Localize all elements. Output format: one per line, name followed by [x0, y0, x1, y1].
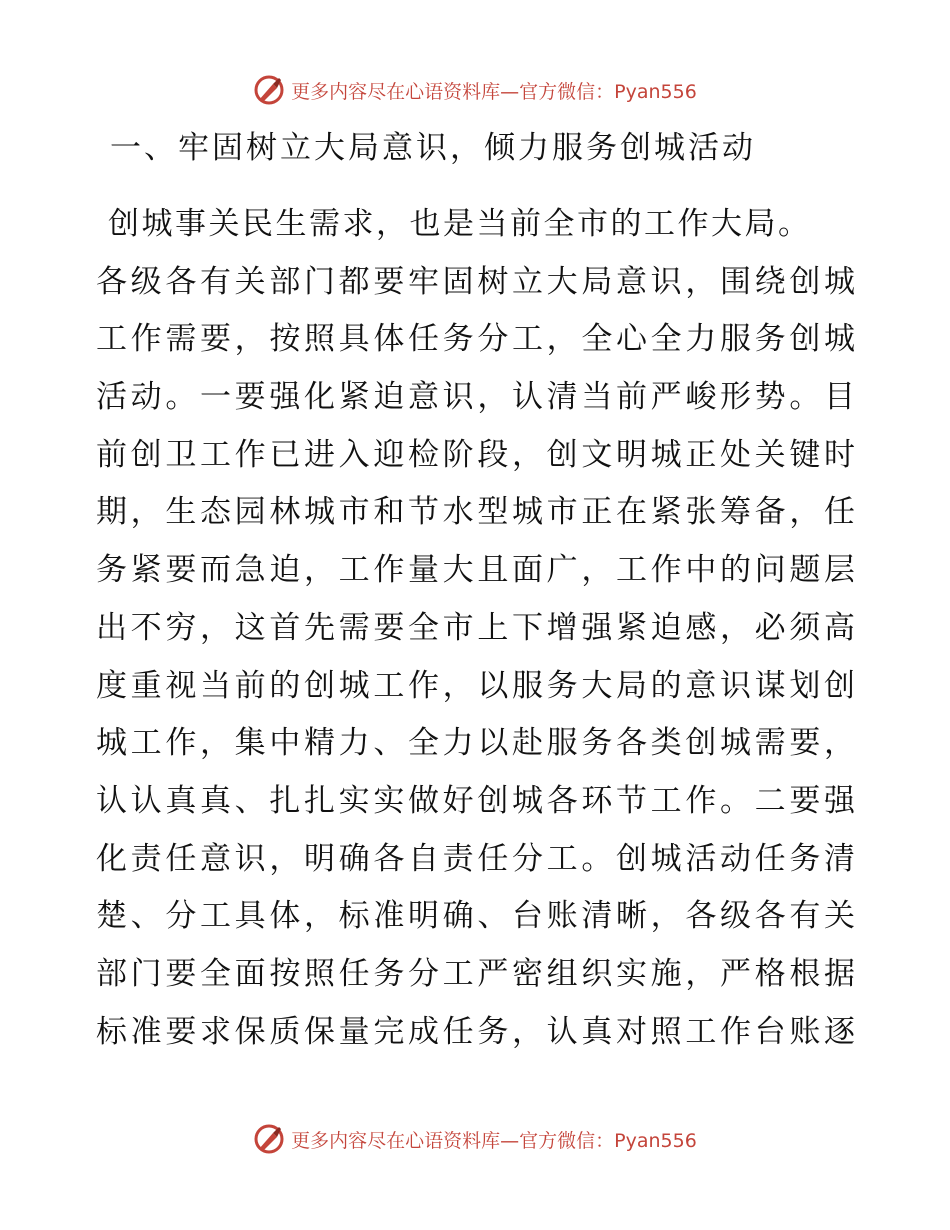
watermark-id: Pyan556	[614, 80, 697, 103]
paragraph-line: 创城事关民生需求，也是当前全市的工作大局。	[108, 206, 812, 242]
body-paragraph	[96, 196, 856, 1061]
watermark-text: 更多内容尽在心语资料库—官方微信：	[291, 1129, 615, 1152]
paragraph-line: 化责任意识，明确各自责任分工。创城活动任务清	[96, 840, 856, 877]
paragraph-line: 度重视当前的创城工作，以服务大局的意识谋划创	[96, 667, 856, 704]
paragraph-line: 标准要求保质保量完成任务，认真对照工作台账逐	[96, 1013, 856, 1050]
header-watermark	[0, 70, 950, 110]
paragraph-line: 城工作，集中精力、全力以赴服务各类创城需要，	[96, 725, 856, 762]
watermark-text: 更多内容尽在心语资料库—官方微信：	[291, 80, 615, 103]
pen-logo-icon	[253, 74, 285, 106]
paragraph-line: 各级各有关部门都要牢固树立大局意识，围绕创城	[96, 263, 856, 300]
watermark-id: Pyan556	[614, 1129, 697, 1152]
paragraph-line: 期，生态园林城市和节水型城市正在紧张筹备，任	[96, 494, 856, 531]
paragraph-line: 工作需要，按照具体任务分工，全心全力服务创城	[96, 321, 856, 358]
paragraph-line: 出不穷，这首先需要全市上下增强紧迫感，必须高	[96, 609, 856, 646]
pen-logo-icon	[253, 1123, 285, 1155]
paragraph-line: 务紧要而急迫，工作量大且面广，工作中的问题层	[96, 552, 856, 589]
paragraph-line: 楚、分工具体，标准明确、台账清晰，各级各有关	[96, 898, 856, 935]
paragraph-line: 部门要全面按照任务分工严密组织实施，严格根据	[96, 955, 856, 992]
paragraph-line: 活动。一要强化紧迫意识，认清当前严峻形势。目	[96, 379, 856, 416]
section-heading: 一、牢固树立大局意识，倾力服务创城活动	[110, 130, 756, 166]
paragraph-line: 前创卫工作已进入迎检阶段，创文明城正处关键时	[96, 436, 856, 473]
paragraph-line: 认认真真、扎扎实实做好创城各环节工作。二要强	[96, 782, 856, 819]
footer-watermark	[0, 1119, 950, 1159]
